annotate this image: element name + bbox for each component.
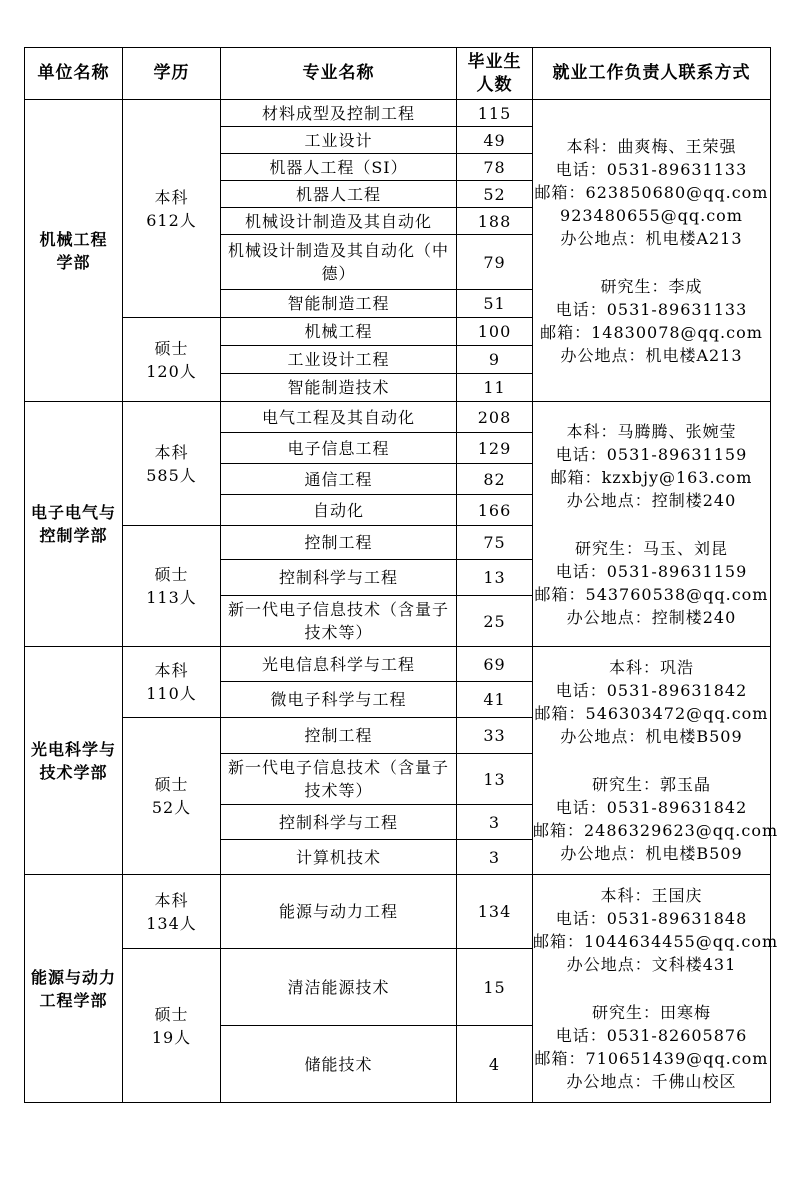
contact-spacer (533, 250, 770, 275)
contact-spacer (533, 748, 770, 773)
header-unit: 单位名称 (25, 48, 123, 100)
major-name: 智能制造技术 (221, 374, 457, 402)
major-name: 储能技术 (221, 1026, 457, 1103)
major-name: 计算机技术 (221, 840, 457, 875)
graduate-count: 188 (457, 208, 533, 235)
department-name-text: 能源与动力工程学部 (30, 967, 116, 1010)
major-name: 控制工程 (221, 718, 457, 754)
contact-line: 研究生：李成 (600, 276, 703, 296)
major-name: 机器人工程（SI） (221, 154, 457, 181)
major-name: 电气工程及其自动化 (221, 402, 457, 433)
contact-line: 邮箱：710651439@qq.com (534, 1049, 769, 1068)
graduate-count: 51 (457, 290, 533, 318)
contact-line: 邮箱：543760538@qq.com (534, 584, 769, 604)
contact-spacer (533, 976, 770, 1001)
education-level (123, 100, 221, 318)
major-name: 机械设计制造及其自动化 (221, 208, 457, 235)
contact-info (533, 402, 771, 647)
employment-contact-table (24, 47, 779, 1103)
graduate-count: 75 (457, 526, 533, 560)
contact-line: 办公地点：机电楼A213 (560, 228, 743, 248)
contact-line: 邮箱：14830078@qq.com (540, 322, 763, 342)
major-name: 机械工程 (221, 318, 457, 346)
contact-line: 邮箱：623850680@qq.com (534, 182, 769, 202)
graduate-count: 9 (457, 346, 533, 374)
education-level (123, 318, 221, 402)
graduate-count: 79 (457, 235, 533, 290)
contact-info (533, 875, 779, 1103)
table-body (25, 100, 779, 1103)
major-name: 智能制造工程 (221, 290, 457, 318)
header-education: 学历 (123, 48, 221, 100)
graduate-count: 41 (457, 682, 533, 718)
major-name: 能源与动力工程 (221, 875, 457, 949)
graduate-count: 82 (457, 464, 533, 495)
contact-info (533, 100, 771, 402)
graduate-count: 15 (457, 949, 533, 1026)
contact-line: 电话：0531-89631159 (555, 444, 748, 464)
graduate-count: 3 (457, 805, 533, 840)
header-contact: 就业工作负责人联系方式 (533, 48, 771, 100)
department-name-text: 机械工程学部 (39, 229, 108, 272)
department-name (25, 647, 123, 875)
education-level (123, 875, 221, 949)
education-label: 硕士 (154, 338, 189, 358)
major-name: 机械设计制造及其自动化（中德） (221, 235, 457, 290)
education-count: 134人 (146, 913, 197, 933)
education-level (123, 949, 221, 1103)
education-count: 585人 (146, 465, 197, 485)
contact-line: 研究生：郭玉晶 (591, 775, 711, 794)
education-label: 本科 (154, 442, 189, 462)
contact-line: 电话：0531-89631848 (555, 909, 748, 928)
contact-line: 邮箱：546303472@qq.com (534, 704, 769, 723)
major-name: 控制工程 (221, 526, 457, 560)
education-label: 本科 (154, 890, 189, 910)
contact-line: 办公地点：千佛山校区 (566, 1072, 737, 1091)
education-label: 硕士 (154, 565, 189, 584)
graduate-count: 208 (457, 402, 533, 433)
table-row (25, 100, 771, 127)
contact-line: 研究生：田寒梅 (591, 1003, 711, 1022)
department-name (25, 402, 123, 647)
contact-line: 电话：0531-89631159 (555, 561, 748, 581)
education-level (123, 526, 221, 647)
major-name: 工业设计 (221, 127, 457, 154)
major-name: 清洁能源技术 (221, 949, 457, 1026)
department-name (25, 100, 123, 402)
contact-line: 研究生：马玉、刘昆 (574, 538, 728, 558)
education-label: 硕士 (154, 775, 189, 794)
header-major: 专业名称 (221, 48, 457, 100)
contact-line: 办公地点：机电楼A213 (560, 345, 743, 365)
contact-line: 本科：马腾腾、张婉莹 (566, 421, 737, 441)
major-name: 通信工程 (221, 464, 457, 495)
education-count: 110人 (146, 684, 197, 703)
contact-line: 电话：0531-89631133 (555, 159, 748, 179)
contact-line: 923480655@qq.com (560, 205, 743, 225)
major-name: 控制科学与工程 (221, 805, 457, 840)
contact-line: 本科：巩浩 (608, 658, 694, 677)
education-count: 19人 (151, 1027, 192, 1047)
contact-line: 电话：0531-82605876 (555, 1026, 748, 1045)
graduate-count: 166 (457, 495, 533, 526)
major-name: 自动化 (221, 495, 457, 526)
graduate-count: 134 (457, 875, 533, 949)
department-name-text: 电子电气与控制学部 (30, 503, 116, 545)
graduate-count: 13 (457, 560, 533, 596)
graduate-count: 69 (457, 647, 533, 682)
header-row (25, 48, 771, 100)
major-name: 微电子科学与工程 (221, 682, 457, 718)
education-count: 113人 (146, 588, 197, 607)
table-row (25, 875, 771, 949)
contact-info (533, 647, 779, 875)
education-label: 硕士 (154, 1004, 189, 1024)
education-level (123, 718, 221, 875)
graduate-count: 129 (457, 433, 533, 464)
table-row (25, 647, 771, 682)
contact-line: 邮箱：1044634455@qq.com (533, 932, 779, 951)
contact-line: 邮箱：2486329623@qq.com (533, 821, 779, 840)
education-level (123, 647, 221, 718)
major-name: 新一代电子信息技术（含量子技术等） (221, 754, 457, 805)
graduate-count: 3 (457, 840, 533, 875)
education-label: 本科 (154, 187, 189, 207)
graduate-count: 4 (457, 1026, 533, 1103)
contact-line: 邮箱：kzxbjy@163.com (550, 467, 753, 487)
contact-line: 电话：0531-89631842 (555, 681, 748, 700)
major-name: 电子信息工程 (221, 433, 457, 464)
contact-line: 电话：0531-89631842 (555, 798, 748, 817)
major-name: 新一代电子信息技术（含量子技术等） (221, 596, 457, 647)
education-count: 52人 (151, 798, 192, 817)
education-count: 612人 (146, 210, 197, 230)
contact-line: 办公地点：控制楼240 (566, 490, 737, 510)
contact-line: 电话：0531-89631133 (555, 299, 748, 319)
contact-line: 办公地点：控制楼240 (566, 607, 737, 627)
graduate-count: 11 (457, 374, 533, 402)
education-label: 本科 (154, 661, 189, 680)
header-graduates: 毕业生人数 (457, 48, 533, 100)
major-name: 材料成型及控制工程 (221, 100, 457, 127)
contact-line: 本科：曲爽梅、王荣强 (566, 136, 737, 156)
major-name: 工业设计工程 (221, 346, 457, 374)
major-name: 光电信息科学与工程 (221, 647, 457, 682)
contact-line: 办公地点：机电楼B509 (560, 844, 743, 863)
contact-line: 办公地点：文科楼431 (566, 955, 737, 974)
major-name: 控制科学与工程 (221, 560, 457, 596)
graduate-count: 49 (457, 127, 533, 154)
major-name: 机器人工程 (221, 181, 457, 208)
graduate-count: 25 (457, 596, 533, 647)
graduate-count: 100 (457, 318, 533, 346)
department-name-text: 光电科学与技术学部 (30, 739, 116, 782)
education-level (123, 402, 221, 526)
department-name (25, 875, 123, 1103)
contact-line: 办公地点：机电楼B509 (560, 727, 743, 746)
contact-spacer (533, 512, 770, 537)
graduate-count: 13 (457, 754, 533, 805)
graduate-count: 52 (457, 181, 533, 208)
table-row (25, 402, 771, 433)
contact-line: 本科：王国庆 (600, 886, 703, 905)
graduate-count: 115 (457, 100, 533, 127)
graduate-count: 33 (457, 718, 533, 754)
education-count: 120人 (146, 361, 197, 381)
graduate-count: 78 (457, 154, 533, 181)
